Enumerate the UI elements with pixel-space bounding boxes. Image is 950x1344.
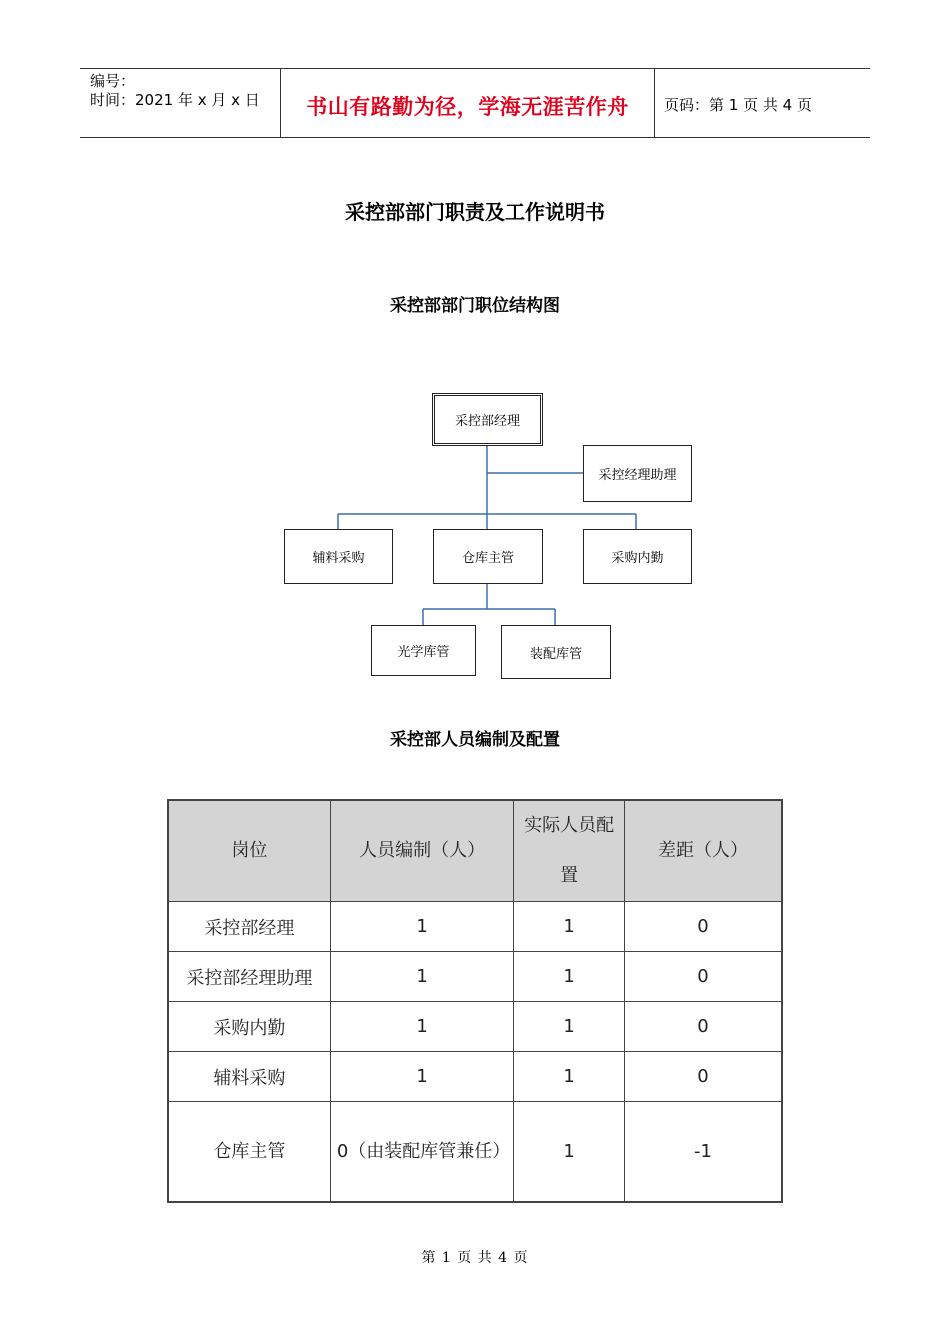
table-row: [168, 952, 782, 1002]
cell-quota: 1: [330, 902, 513, 952]
org-chart-heading: 采控部部门职位结构图: [390, 296, 560, 316]
cell-gap: 0: [624, 952, 782, 1002]
cell-quota: 1: [330, 952, 513, 1002]
table-row: [168, 902, 782, 952]
org-label-purchase-internal: 采购内勤: [611, 551, 664, 566]
header-meta: [80, 69, 280, 137]
org-box-warehouse-head: [433, 529, 543, 584]
org-box-assembly-warehouse: [501, 625, 611, 679]
cell-gap: 0: [624, 1002, 782, 1052]
org-label-manager: 采控部经理: [454, 414, 520, 429]
cell-quota: 0（由装配库管兼任）: [330, 1102, 513, 1203]
cell-position: 采控部经理助理: [168, 952, 330, 1002]
column-header-quota: 人员编制（人）: [330, 800, 513, 902]
column-header-gap: 差距（人）: [624, 800, 782, 902]
header-number: 编号：: [90, 72, 136, 90]
cell-actual: 1: [514, 952, 625, 1002]
header-motto-cell: [280, 69, 655, 137]
org-label-assistant: 采控经理助理: [598, 468, 677, 483]
staff-table: [167, 799, 783, 1203]
org-box-purchase-internal: [583, 529, 692, 584]
document-title: 采控部部门职责及工作说明书: [345, 200, 605, 224]
cell-actual: 1: [514, 1002, 625, 1052]
cell-position: 采控部经理: [168, 902, 330, 952]
page-footer: 第 1 页 共 4 页: [421, 1250, 529, 1266]
cell-actual: 1: [514, 902, 625, 952]
org-box-optical-warehouse: [371, 625, 476, 676]
table-row: [168, 1102, 782, 1203]
cell-actual: 1: [514, 1052, 625, 1102]
cell-gap: -1: [624, 1102, 782, 1203]
header-page-info: 页码：第 1 页 共 4 页: [664, 96, 812, 114]
page-header: [80, 68, 870, 138]
table-row: [168, 1002, 782, 1052]
cell-position: 仓库主管: [168, 1102, 330, 1203]
cell-position: 辅料采购: [168, 1052, 330, 1102]
org-label-warehouse-head: 仓库主管: [461, 551, 514, 566]
header-motto: 书山有路勤为径，学海无涯苦作舟: [306, 94, 629, 119]
staff-table-heading: 采控部人员编制及配置: [390, 730, 560, 750]
cell-quota: 1: [330, 1002, 513, 1052]
column-header-position: 岗位: [168, 800, 330, 902]
org-box-manager: [432, 393, 543, 446]
org-label-optical-warehouse: 光学库管: [397, 645, 450, 660]
org-label-aux-purchase: 辅料采购: [312, 551, 365, 566]
cell-position: 采购内勤: [168, 1002, 330, 1052]
org-label-assembly-warehouse: 装配库管: [529, 646, 582, 662]
cell-quota: 1: [330, 1052, 513, 1102]
table-row: [168, 1052, 782, 1102]
cell-gap: 0: [624, 1052, 782, 1102]
table-header-row: [168, 800, 782, 902]
cell-actual: 1: [514, 1102, 625, 1203]
header-time: 时间：2021 年 x 月 x 日: [90, 91, 260, 109]
org-box-assistant: [583, 445, 692, 502]
org-box-aux-purchase: [284, 529, 393, 584]
header-page-cell: [654, 69, 870, 137]
column-header-actual: 实际人员配置: [514, 800, 625, 902]
cell-gap: 0: [624, 902, 782, 952]
